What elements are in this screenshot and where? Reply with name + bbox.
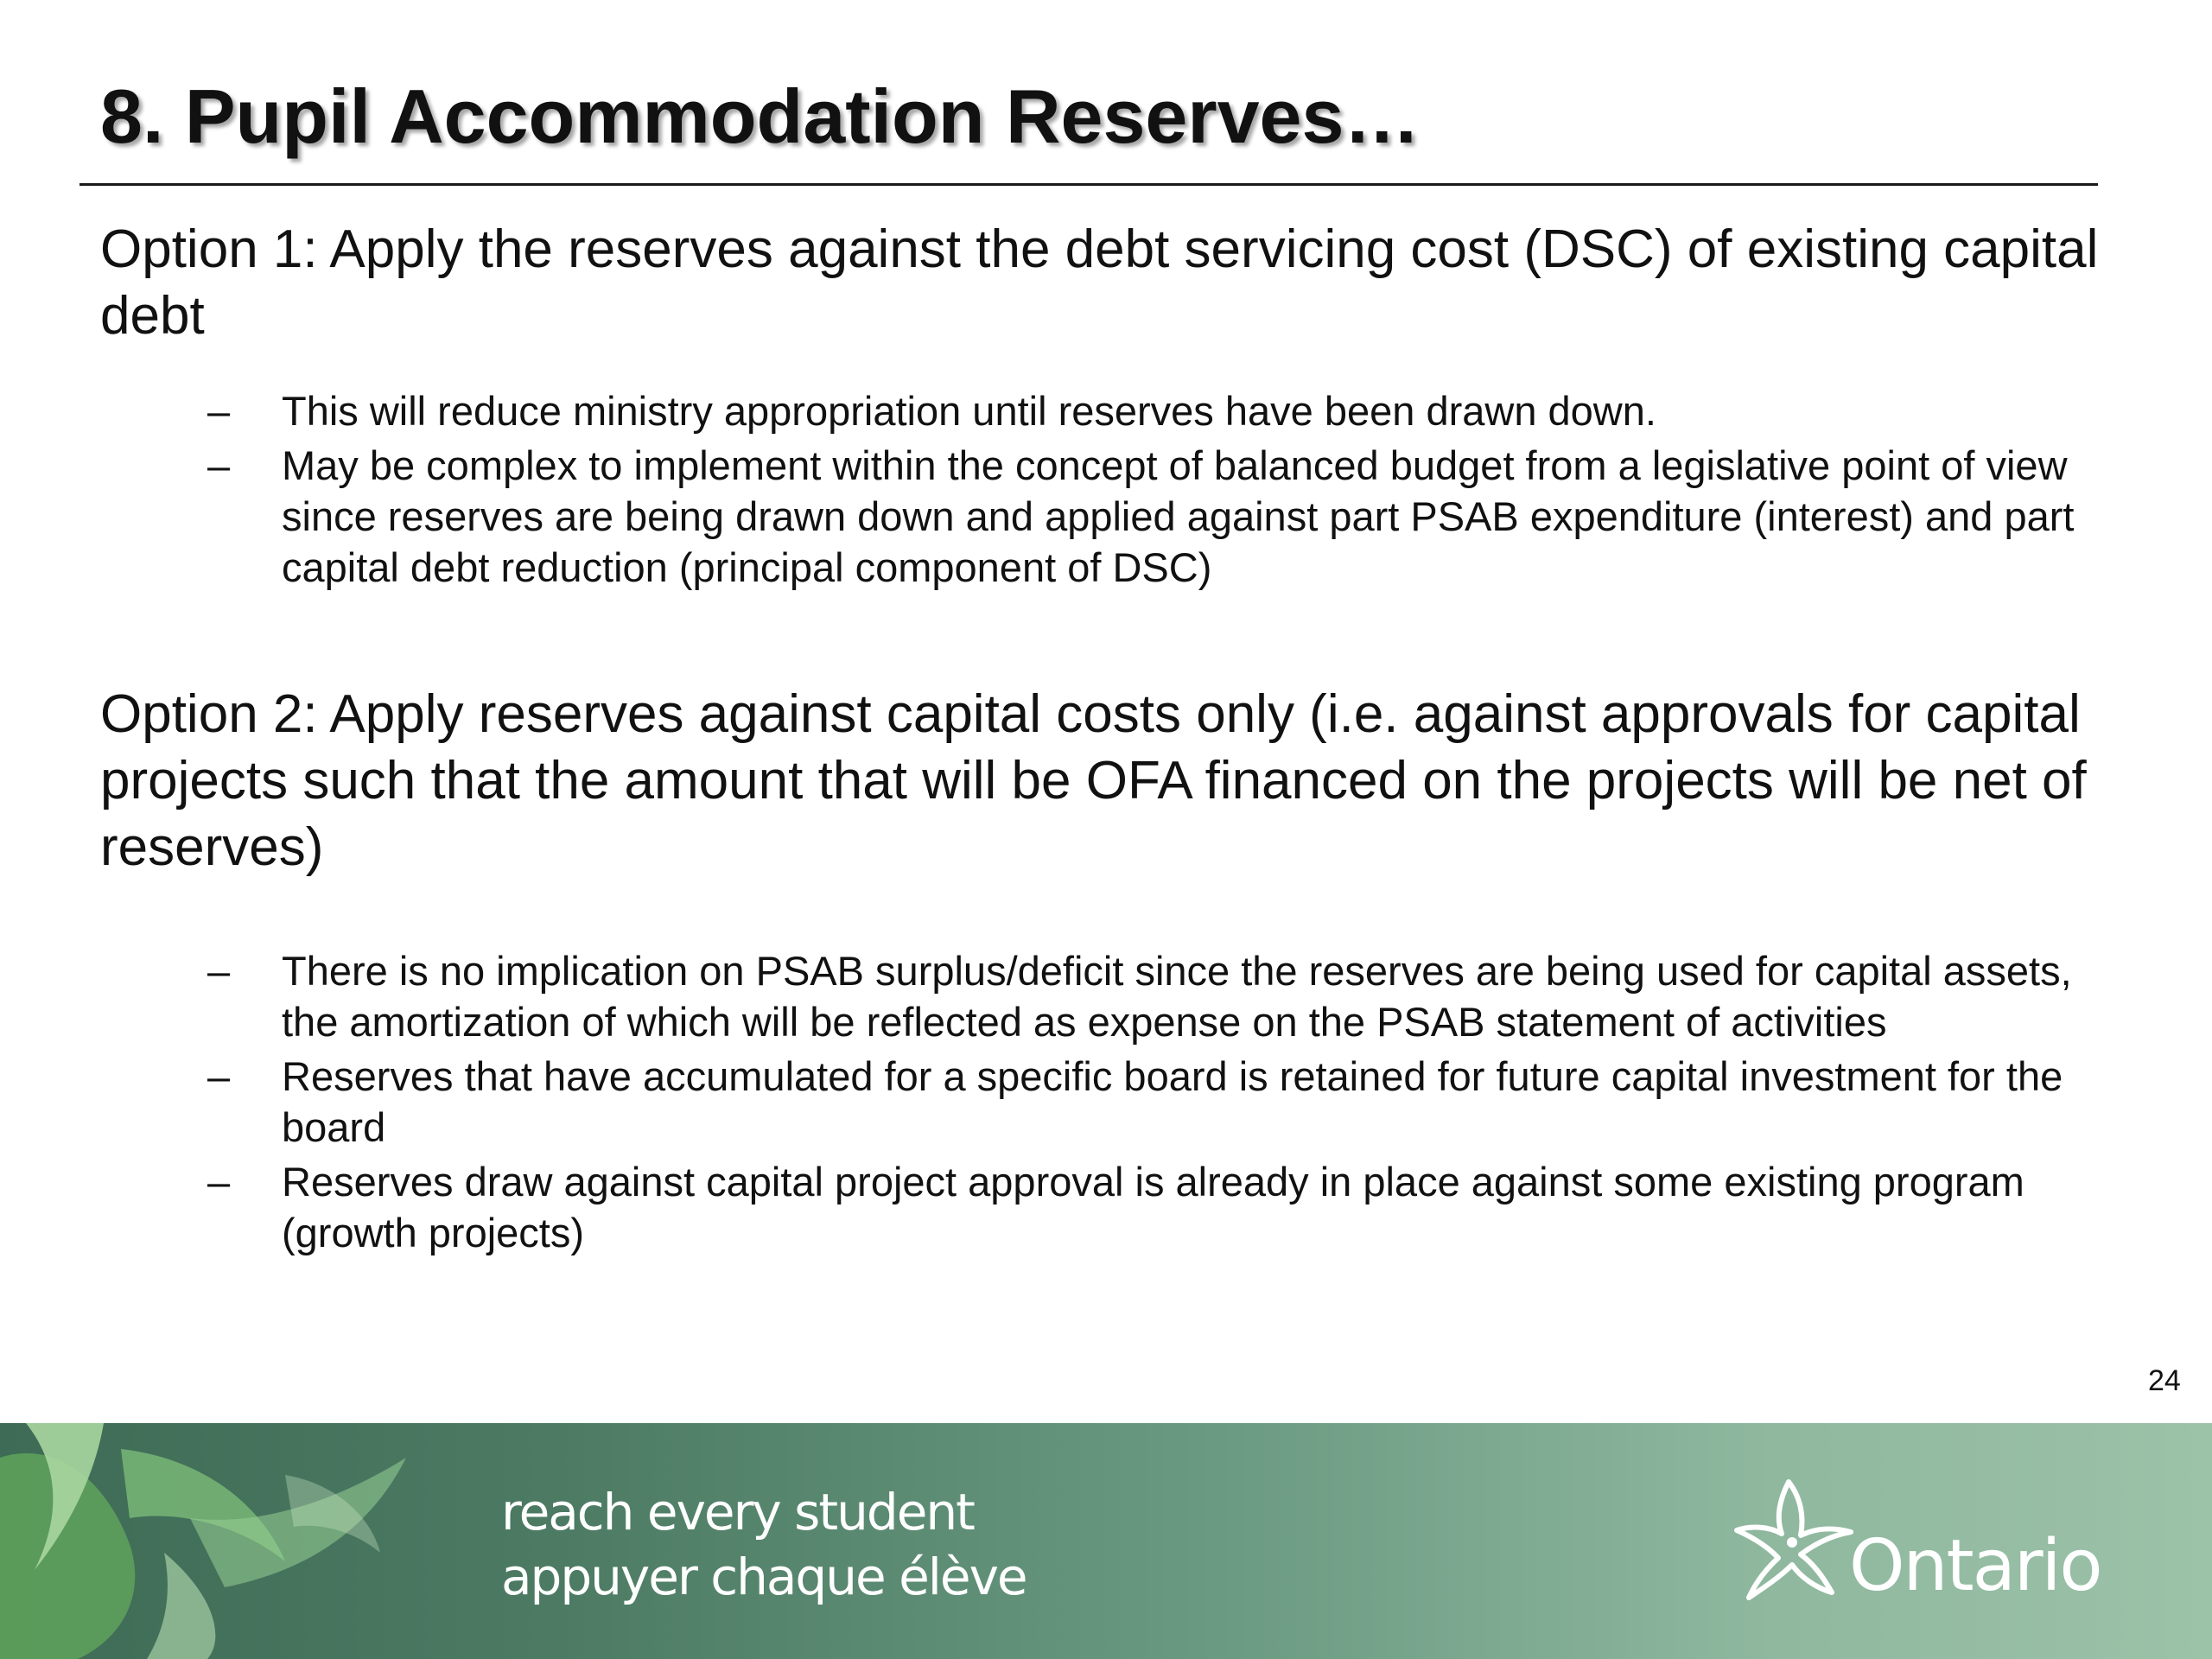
tagline-french: appuyer chaque élève [501, 1548, 1027, 1606]
ontario-wordmark: Ontario [1849, 1525, 2101, 1607]
list-item [0, 385, 2126, 436]
option-1-bullet-list [0, 385, 2126, 596]
bullet-text: Reserves that have accumulated for a specific board is retained for future capital investment for the board [282, 1053, 2063, 1150]
bullet-text: May be complex to implement within the concept of balanced budget from a legislative point of view since reserves are being drawn down and applied against part PSAB expenditure (interest) and part capital debt reduction (principal component of DSC) [282, 442, 2075, 590]
bullet-dash: – [207, 442, 231, 488]
bullet-text: This will reduce ministry appropriation until reserves have been drawn down. [282, 388, 1656, 434]
option-1-heading: Option 1: Apply the reserves against the debt servicing cost (DSC) of existing capital debt [100, 219, 2099, 346]
list-item [0, 1156, 2126, 1258]
tagline-english: reach every student [501, 1483, 974, 1541]
bullet-dash: – [207, 1053, 231, 1099]
bullet-dash: – [207, 1159, 231, 1205]
trillium-icon [1728, 1473, 1858, 1603]
bullet-dash: – [207, 388, 231, 434]
list-item [0, 440, 2126, 593]
title-divider [79, 183, 2098, 186]
bullet-text: There is no implication on PSAB surplus/deficit since the reserves are being used for capital assets, the amortization of which will be reflected as expense on the PSAB statement of activities [282, 948, 2072, 1045]
page-number: 24 [2148, 1364, 2181, 1397]
slide-title: 8. Pupil Accommodation Reserves… [100, 73, 1421, 159]
bullet-text: Reserves draw against capital project approval is already in place against some existing program (growth projects) [282, 1159, 2024, 1255]
option-2-heading: Option 2: Apply reserves against capital costs only (i.e. against approvals for capital projects such that the amount that will be OFA financed on the projects will be net of reserves) [100, 684, 2087, 877]
list-item [0, 1051, 2126, 1153]
leaf-swoosh-icon [0, 1423, 484, 1659]
list-item [0, 945, 2126, 1047]
bullet-dash: – [207, 948, 231, 994]
option-2-bullet-list [0, 945, 2126, 1262]
